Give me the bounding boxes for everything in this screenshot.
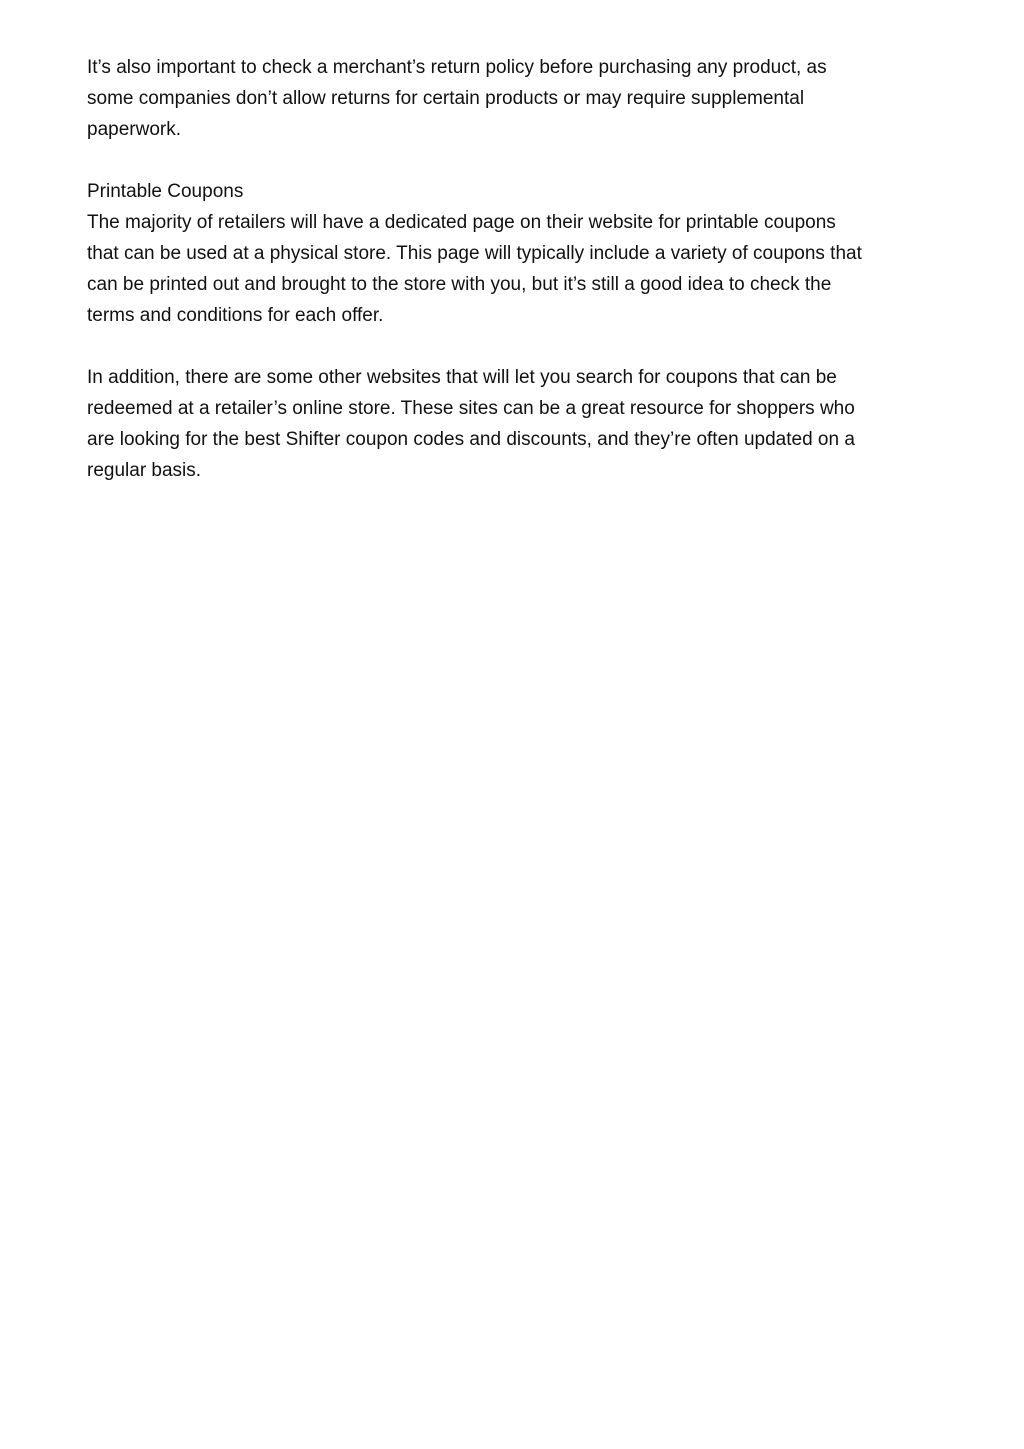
other-websites-paragraph — [87, 362, 947, 486]
paragraph-line: In addition, there are some other websites that will let you search for coupons that can be — [87, 367, 837, 388]
paragraph-line: are looking for the best Shifter coupon codes and discounts, and they’re often updated on a — [87, 429, 855, 450]
paragraph-line: that can be used at a physical store. This page will typically include a variety of coupons that — [87, 243, 862, 264]
return-policy-paragraph — [87, 52, 947, 145]
paragraph-line: paperwork. — [87, 119, 181, 140]
paragraph-line: some companies don’t allow returns for certain products or may require supplemental — [87, 88, 805, 109]
paragraph-line: redeemed at a retailer’s online store. These sites can be a great resource for shoppers who — [87, 398, 855, 419]
printable-coupons-paragraph — [87, 207, 947, 331]
document-body — [87, 52, 947, 517]
paragraph-line: can be printed out and brought to the store with you, but it’s still a good idea to check the — [87, 274, 832, 295]
paragraph-line: regular basis. — [87, 460, 202, 481]
section-heading: Printable Coupons — [87, 181, 244, 202]
paragraph-line: The majority of retailers will have a dedicated page on their website for printable coupons — [87, 212, 836, 233]
paragraph-line: It’s also important to check a merchant’s return policy before purchasing any product, as — [87, 57, 827, 78]
paragraph-line: terms and conditions for each offer. — [87, 305, 384, 326]
